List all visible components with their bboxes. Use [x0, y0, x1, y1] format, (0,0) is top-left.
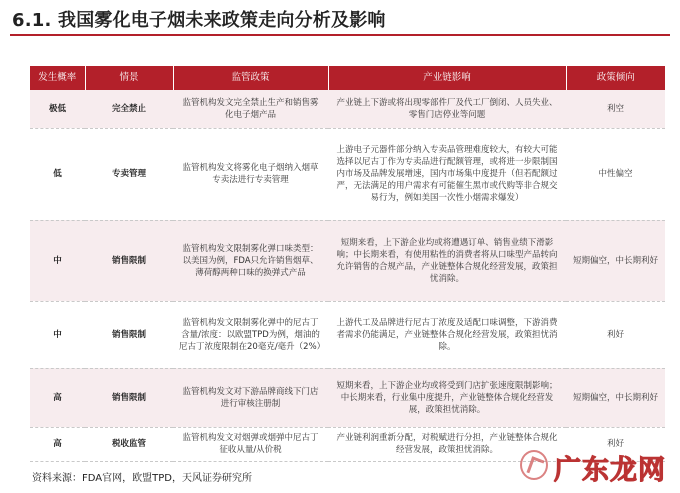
- tendency-cell: 利空: [566, 90, 665, 128]
- probability-cell: 中: [30, 301, 85, 368]
- header-scenario: 情景: [85, 66, 173, 90]
- policy-cell: 监管机构发文对烟弹或烟弹中尼古丁征收从量/从价税: [173, 427, 328, 461]
- probability-cell: 高: [30, 368, 85, 427]
- table-row: [30, 368, 665, 427]
- probability-cell: 中: [30, 220, 85, 301]
- header-tendency: 政策倾向: [566, 66, 665, 90]
- policy-table: [30, 66, 665, 462]
- watermark-text: 广东龙网: [554, 455, 666, 486]
- scenario-cell: 销售限制: [85, 220, 173, 301]
- impact-cell: 产业链利润重新分配，对税赋进行分担，产业链整体合规化经营发展，政策担忧消除。: [328, 427, 566, 461]
- impact-cell: 短期来看，上下游企业均或将遭遇订单、销售业绩下滑影响；中长期来看，有使用粘性的消费者将从口味型产品转向允许销售的合规产品，产业链整体合规化经营发展，政策担忧消除。: [328, 220, 566, 301]
- tendency-cell: 短期偏空，中长期利好: [566, 368, 665, 427]
- policy-cell: 监管机构发文对下游品牌商线下门店进行审核注册制: [173, 368, 328, 427]
- table-row: [30, 90, 665, 128]
- policy-cell: 监管机构发文完全禁止生产和销售雾化电子烟产品: [173, 90, 328, 128]
- impact-cell: 产业链上下游或将出现零部件厂及代工厂倒闭、人员失业、零售门店停业等问题: [328, 90, 566, 128]
- impact-cell: 上游电子元器件部分纳入专卖品管理难度较大，有较大可能选择以尼古丁作为专卖品进行配额管理，或将进一步限制国内市场及品牌发展增速，国内市场集中度提升（但若配额过严，无法满足的用户需求有可能催生黑市或代购等非合规交易行为，例如美国一次性小烟需求爆发）: [328, 128, 566, 220]
- scenario-cell: 税收监管: [85, 427, 173, 461]
- tendency-cell: 利好: [566, 301, 665, 368]
- page-title: 6.1. 我国雾化电子烟未来政策走向分析及影响: [12, 10, 386, 31]
- probability-cell: 极低: [30, 90, 85, 128]
- policy-cell: 监管机构发文限制雾化弹中的尼古丁含量/浓度：以欧盟TPD为例，烟油的尼古丁浓度限制在20毫克/毫升（2%）: [173, 301, 328, 368]
- policy-cell: 监管机构发文将雾化电子烟纳入烟草专卖法进行专卖管理: [173, 128, 328, 220]
- tendency-cell: 利好: [566, 427, 665, 461]
- table-header-row: [30, 66, 665, 90]
- header-policy: 监管政策: [173, 66, 328, 90]
- header-probability: 发生概率: [30, 66, 85, 90]
- source-note: 资料来源：FDA官网，欧盟TPD，天风证券研究所: [32, 473, 252, 484]
- table-row: [30, 128, 665, 220]
- probability-cell: 高: [30, 427, 85, 461]
- tendency-cell: 中性偏空: [566, 128, 665, 220]
- title-underline: [10, 34, 670, 36]
- scenario-cell: 销售限制: [85, 301, 173, 368]
- impact-cell: 短期来看，上下游企业均或将受到门店扩张速度限制影响；中长期来看，行业集中度提升，产业链整体合规化经营发展，政策担忧消除。: [328, 368, 566, 427]
- scenario-cell: 完全禁止: [85, 90, 173, 128]
- tendency-cell: 短期偏空，中长期利好: [566, 220, 665, 301]
- impact-cell: 上游代工及品牌进行尼古丁浓度及适配口味调整，下游消费者需求仍能满足，产业链整体合规化经营发展，政策担忧消除。: [328, 301, 566, 368]
- probability-cell: 低: [30, 128, 85, 220]
- watermark-logo-icon: [520, 450, 548, 480]
- watermark: [520, 444, 670, 488]
- policy-cell: 监管机构发文限制雾化弹口味类型：以美国为例，FDA只允许销售烟草、薄荷醇两种口味的换弹式产品: [173, 220, 328, 301]
- table-row: [30, 220, 665, 301]
- table-row: [30, 301, 665, 368]
- header-impact: 产业链影响: [328, 66, 566, 90]
- scenario-cell: 销售限制: [85, 368, 173, 427]
- scenario-cell: 专卖管理: [85, 128, 173, 220]
